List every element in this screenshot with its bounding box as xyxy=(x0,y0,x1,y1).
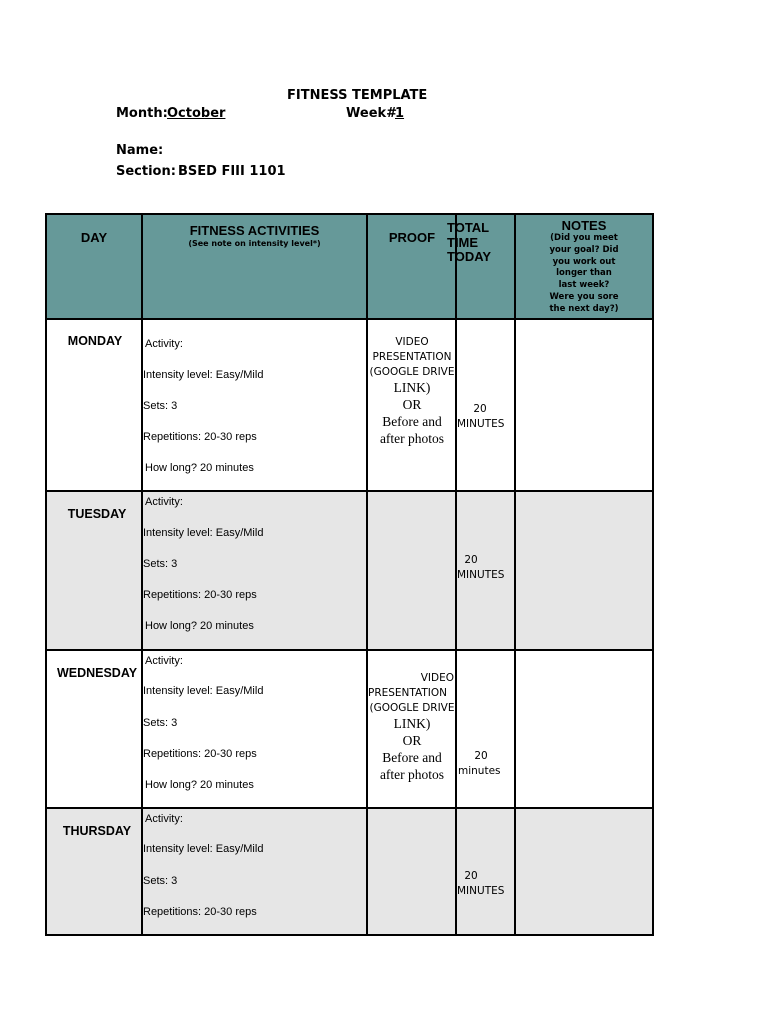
header-total-line1: TOTAL xyxy=(447,220,490,235)
week-value: 1 xyxy=(395,106,405,121)
week-label: Week# xyxy=(346,106,398,121)
page-title: FITNESS TEMPLATE xyxy=(287,88,428,103)
header-total-line3: TODAY xyxy=(447,249,492,264)
day-label-tuesday: TUESDAY xyxy=(67,507,127,521)
section-value: BSED FIII 1101 xyxy=(178,164,286,179)
reps-field: Repetitions: 20-30 reps xyxy=(143,906,257,918)
activity-field: Activity: xyxy=(145,496,183,508)
day-label-wednesday: WEDNESDAY xyxy=(56,666,138,680)
header-notes-question: (Did you meet your goal? Did you work out longer than last week? Were you sore the next day?) xyxy=(549,233,619,314)
duration-field: How long? 20 minutes xyxy=(145,620,254,632)
header-notes: NOTES xyxy=(561,218,607,233)
header-day: DAY xyxy=(80,230,108,245)
activity-field: Activity: xyxy=(145,338,183,350)
intensity-field: Intensity level: Easy/Mild xyxy=(143,369,264,381)
section-label: Section: xyxy=(116,164,176,179)
activity-field: Activity: xyxy=(145,655,183,667)
total-time-value: 20 xyxy=(464,554,478,566)
total-time-unit: MINUTES xyxy=(457,569,505,581)
reps-field: Repetitions: 20-30 reps xyxy=(143,589,257,601)
header-proof: PROOF xyxy=(388,230,436,245)
intensity-field: Intensity level: Easy/Mild xyxy=(143,843,264,855)
intensity-field: Intensity level: Easy/Mild xyxy=(143,527,264,539)
header-total-line2: TIME xyxy=(447,234,479,250)
total-time-unit: MINUTES xyxy=(457,885,505,897)
day-label-monday: MONDAY xyxy=(67,334,123,348)
header-activities-note: (See note on intensity level*) xyxy=(188,239,321,248)
duration-field: How long? 20 minutes xyxy=(145,779,254,791)
total-time-value: 20 xyxy=(464,870,478,882)
reps-field: Repetitions: 20-30 reps xyxy=(143,748,257,760)
activity-field: Activity: xyxy=(145,813,183,825)
total-time-value: 20 xyxy=(474,750,488,762)
name-label: Name: xyxy=(116,143,164,158)
total-time-unit: minutes xyxy=(458,765,501,777)
sets-field: Sets: 3 xyxy=(143,400,178,412)
header-total-time-today xyxy=(447,221,491,265)
duration-field: How long? 20 minutes xyxy=(145,462,254,474)
day-label-thursday: THURSDAY xyxy=(62,824,132,838)
reps-field: Repetitions: 20-30 reps xyxy=(143,431,257,443)
sets-field: Sets: 3 xyxy=(143,717,178,729)
total-time-unit: MINUTES xyxy=(457,418,505,430)
month-label: Month: xyxy=(116,106,168,121)
sets-field: Sets: 3 xyxy=(143,875,178,887)
header-fitness-activities: FITNESS ACTIVITIES xyxy=(189,223,320,238)
month-value: October xyxy=(167,106,226,121)
total-time-value: 20 xyxy=(473,403,487,415)
intensity-field: Intensity level: Easy/Mild xyxy=(143,685,264,697)
sets-field: Sets: 3 xyxy=(143,558,178,570)
